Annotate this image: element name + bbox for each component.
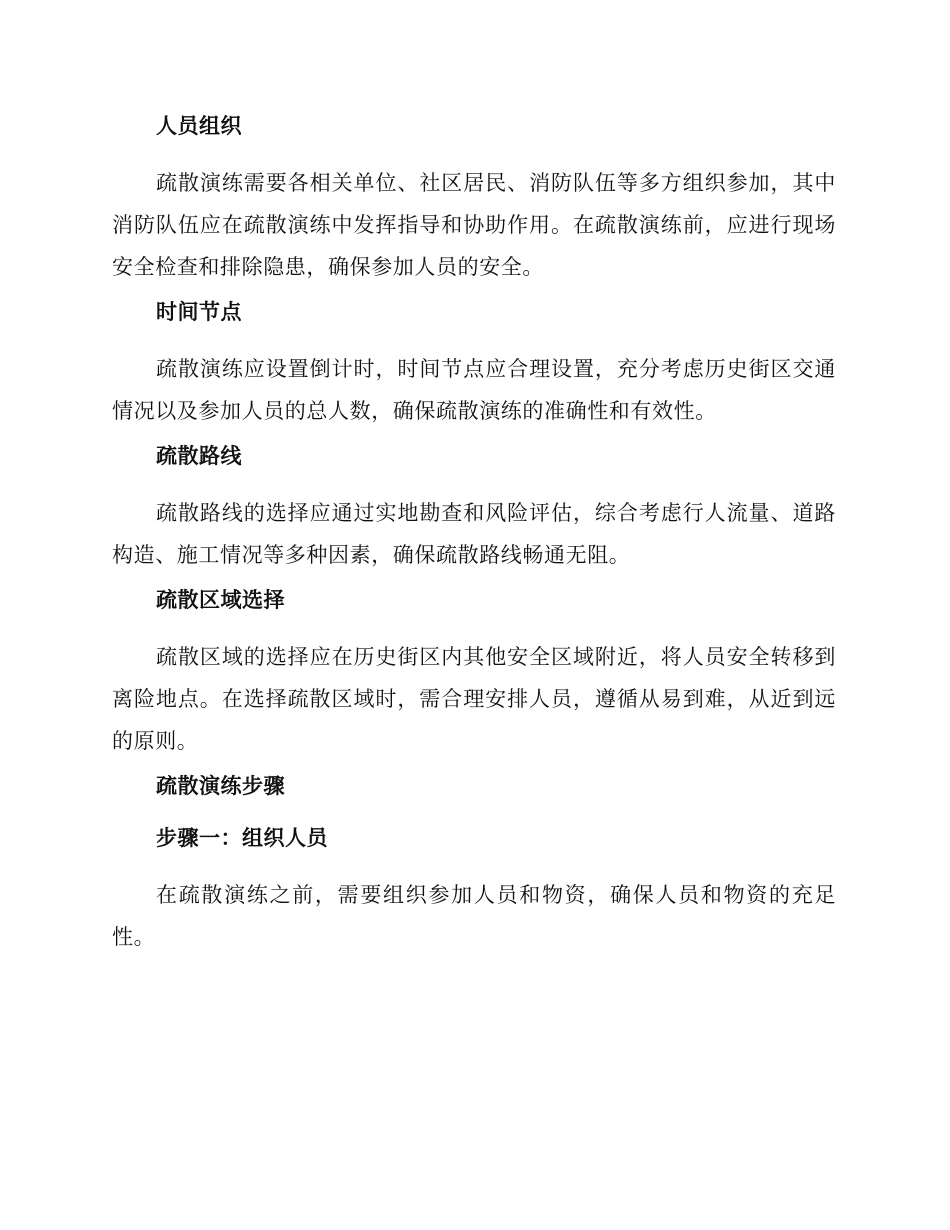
section-body-evacuation-area: 疏散区域的选择应在历史街区内其他安全区域附近，将人员安全转移到离险地点。在选择疏散区域时，需合理安排人员，遵循从易到难，从近到远的原则。 — [112, 645, 836, 753]
section-heading-evacuation-route: 疏散路线 — [156, 444, 242, 468]
step-body-organize-personnel: 在疏散演练之前，需要组织参加人员和物资，确保人员和物资的充足性。 — [112, 883, 836, 949]
section-heading-drill-steps: 疏散演练步骤 — [156, 774, 285, 798]
step-heading-organize-personnel: 步骤一：组织人员 — [156, 826, 328, 850]
section-heading-time-nodes: 时间节点 — [156, 300, 242, 324]
section-heading-evacuation-area: 疏散区域选择 — [156, 588, 285, 612]
section-body-time-nodes: 疏散演练应设置倒计时，时间节点应合理设置，充分考虑历史街区交通情况以及参加人员的总人数，确保疏散演练的准确性和有效性。 — [112, 357, 836, 423]
section-body-personnel: 疏散演练需要各相关单位、社区居民、消防队伍等多方组织参加，其中消防队伍应在疏散演练中发挥指导和协助作用。在疏散演练前，应进行现场安全检查和排除隐患，确保参加人员的安全。 — [112, 171, 836, 279]
section-heading-personnel: 人员组织 — [156, 114, 242, 138]
section-body-evacuation-route: 疏散路线的选择应通过实地勘查和风险评估，综合考虑行人流量、道路构造、施工情况等多种因素，确保疏散路线畅通无阻。 — [112, 501, 836, 567]
document-page — [112, 110, 836, 966]
